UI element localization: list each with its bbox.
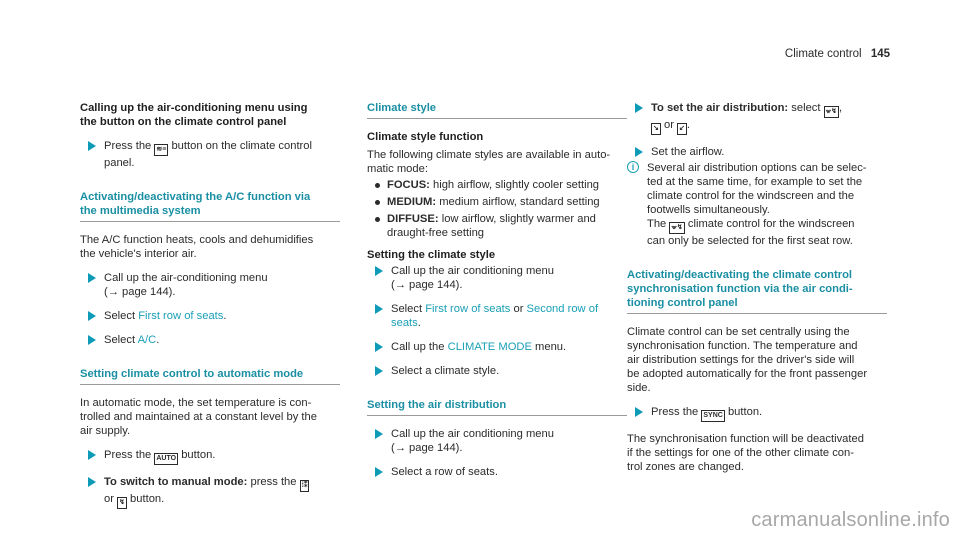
heading-air-conditioning-menu: Calling up the air-conditioning menu using the button on the climate control panel <box>80 102 308 128</box>
step-arrow-icon <box>375 429 383 439</box>
auto-button-icon: AUTO <box>154 453 178 465</box>
step-select-first-row: Select First row of seats. <box>80 309 340 323</box>
second-row-of-seats-link-cont[interactable]: seats <box>391 317 418 329</box>
sync-button-icon: SYNC <box>701 410 724 422</box>
upper-airflow-icon: ↘ <box>651 123 661 135</box>
step-arrow-icon <box>635 147 643 157</box>
heading-synchronisation: Activating/deactivating the climate control synchronisation function via the air condi- tioning control panel <box>627 268 887 314</box>
page-reference[interactable]: (→ page 144). <box>391 442 463 454</box>
step-select-row: Select a row of seats. <box>367 465 627 479</box>
step-manual-mode: To switch to manual mode: press the ⁞⁑ or ↯ button. <box>80 475 340 509</box>
step-select-ac: Select A/C. <box>80 333 340 347</box>
step-arrow-icon <box>88 273 96 283</box>
step-press-sync: Press the SYNC button. <box>627 405 887 422</box>
synchronisation-description: Climate control can be set centrally using the synchronisation function. The temperature and air distribution settings for the driver's side will be adopted automatically for the front passenger side. <box>627 326 868 394</box>
list-item: MEDIUM: medium airflow, standard setting <box>375 195 627 209</box>
section-title: Climate control <box>784 48 862 60</box>
heading-automatic-mode: Setting climate control to automatic mode <box>80 367 340 385</box>
step-arrow-icon <box>635 103 643 113</box>
info-icon: i <box>627 161 639 173</box>
step-arrow-icon <box>88 141 96 151</box>
ac-link[interactable]: A/C <box>137 334 157 346</box>
synchronisation-deactivation-note: The synchronisation function will be deactivated if the settings for one of the other climate con- trol zones are changed. <box>627 433 864 473</box>
step-call-up-menu: Call up the air conditioning menu (→ page 144). <box>367 427 627 455</box>
footwell-airflow-icon: ↙ <box>677 123 687 135</box>
heading-ac-function: Activating/deactivating the A/C function via the multimedia system <box>80 190 340 222</box>
step-arrow-icon <box>635 407 643 417</box>
step-arrow-icon <box>375 266 383 276</box>
windscreen-airflow-icon: ⩖↯ <box>669 222 684 234</box>
step-call-up-menu: Call up the air-conditioning menu (→ page 144). <box>80 271 340 299</box>
page-reference[interactable]: (→ page 144). <box>104 286 176 298</box>
heading-climate-style: Climate style <box>367 101 627 119</box>
step-arrow-icon <box>88 450 96 460</box>
step-press-menu-button: Press the ≋≡ button on the climate control panel. <box>80 139 340 170</box>
step-select-climate-style: Select a climate style. <box>367 364 627 378</box>
windscreen-airflow-icon: ⩖↯ <box>824 106 839 118</box>
step-arrow-icon <box>375 304 383 314</box>
subheading-climate-style-function: Climate style function <box>367 131 484 143</box>
climate-mode-link[interactable]: CLIMATE MODE <box>447 341 532 353</box>
step-arrow-icon <box>375 467 383 477</box>
air-distribution-button-icon: ↯ <box>117 497 127 509</box>
step-climate-mode-menu: Call up the CLIMATE MODE menu. <box>367 340 627 354</box>
step-call-up-menu: Call up the air conditioning menu (→ page 144). <box>367 264 627 292</box>
fan-menu-button-icon: ≋≡ <box>154 144 168 156</box>
automatic-mode-description: In automatic mode, the set temperature is con- trolled and maintained at a constant level by the air supply. <box>80 397 317 437</box>
step-arrow-icon <box>88 311 96 321</box>
step-press-auto: Press the AUTO button. <box>80 448 340 465</box>
running-head <box>785 47 890 61</box>
page-reference[interactable]: (→ page 144). <box>391 279 463 291</box>
airflow-button-icon: ⁞⁑ <box>300 480 310 492</box>
column-2 <box>367 101 627 489</box>
column-3 <box>627 101 887 474</box>
list-item: DIFFUSE: low airflow, slightly warmer and draught-free setting <box>375 212 627 240</box>
step-set-air-distribution: To set the air distribution: select ⩖↯ , ↘ or ↙ . <box>627 101 887 135</box>
column-1 <box>80 101 340 519</box>
climate-style-description: The following climate styles are available in auto- matic mode: <box>367 149 611 175</box>
second-row-of-seats-link[interactable]: Second row of <box>526 303 599 315</box>
first-row-of-seats-link[interactable]: First row of seats <box>138 310 224 322</box>
step-arrow-icon <box>375 342 383 352</box>
ac-function-description: The A/C function heats, cools and dehumidifies the vehicle's interior air. <box>80 234 314 260</box>
watermark: carmanualsonline.info <box>751 509 950 531</box>
step-arrow-icon <box>88 335 96 345</box>
heading-air-distribution: Setting the air distribution <box>367 398 627 416</box>
step-arrow-icon <box>375 366 383 376</box>
step-arrow-icon <box>88 477 96 487</box>
subheading-setting-climate-style: Setting the climate style <box>367 249 496 261</box>
page-number: 145 <box>870 48 890 60</box>
step-set-airflow: Set the airflow. <box>627 145 887 159</box>
info-note: i Several air distribution options can be selec- ted at the same time, for example to set the climate control for the windscreen and the footwells simultaneously. The ⩖↯ climate control for the windscreen can only be selected for the first seat row. <box>627 161 887 248</box>
climate-style-list <box>375 178 627 240</box>
list-item: FOCUS: high airflow, slightly cooler setting <box>375 178 627 192</box>
step-select-seat-row: Select First row of seats or Second row of seats. <box>367 302 627 330</box>
first-row-of-seats-link[interactable]: First row of seats <box>425 303 511 315</box>
